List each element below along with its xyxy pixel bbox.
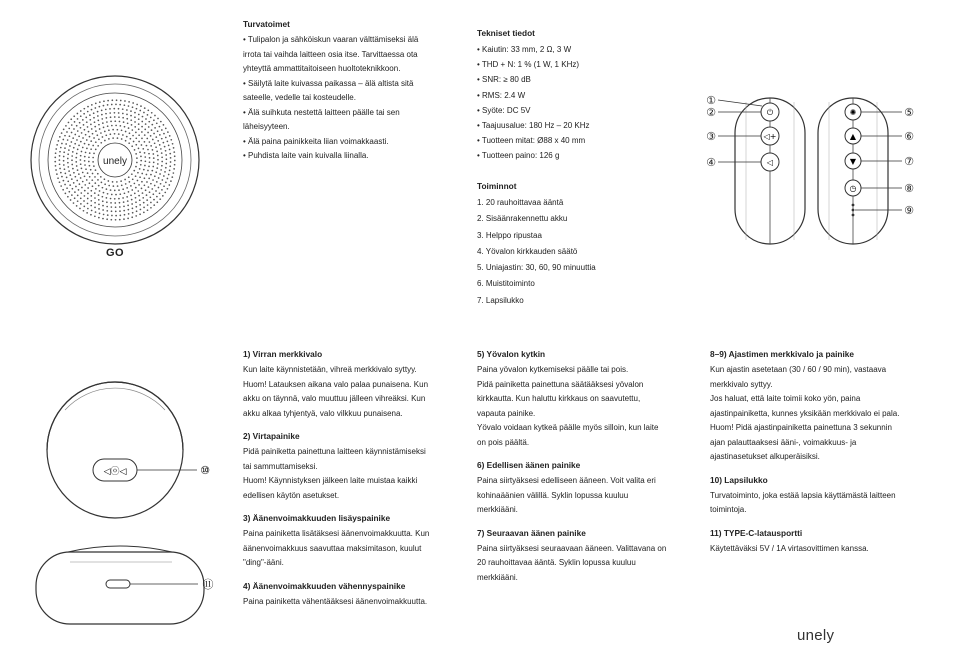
text-line: • Tulipalon ja sähköiskun vaaran välttämiseksi älä (243, 35, 419, 44)
callout-5: ⑤ (904, 106, 914, 119)
text-line: ajastinasetukset alkuperäisiksi. (710, 452, 820, 461)
safety-text (243, 33, 458, 164)
feature-item: 5. Uniajastin: 30, 60, 90 minuuttia (477, 263, 596, 273)
speaker-bottom-view-illustration (32, 540, 222, 630)
specs-section (477, 27, 647, 164)
section-title: 8–9) Ajastimen merkkivalo ja painike (710, 349, 855, 359)
section-title: 4) Äänenvoimakkuuden vähennyspainike (243, 580, 406, 591)
text-line: Pidä painiketta painettuna säätääksesi yövalon (477, 379, 644, 389)
text-line: tai sammuttamiseksi. (243, 461, 318, 471)
callout-4: ④ (706, 156, 716, 169)
text-line: kohinaäänien välillä. Syklin lopussa kuuluu (477, 490, 629, 500)
text-line: ajastinpainiketta, kunnes yksikään merkkivalo ei pala. (710, 408, 900, 418)
volume-down-icon: ◁ (766, 158, 774, 167)
night-light-icon: ✺ (849, 108, 857, 117)
speaker-top-view-illustration (30, 75, 200, 245)
instructions-column-3 (710, 348, 925, 565)
text-line: merkkivalo syttyy. (710, 379, 773, 389)
brand-logo: unely (103, 156, 127, 167)
timer-icon: ◷ (849, 184, 857, 193)
text-line: Paina painiketta vähentääksesi äänenvoimakkuutta. (243, 596, 428, 606)
callout-8: ⑧ (904, 182, 914, 195)
svg-text:◁ⓞ◁: ◁ⓞ◁ (103, 467, 127, 477)
spec-item: • Kaiutin: 33 mm, 2 Ω, 3 W (477, 45, 572, 54)
text-line: Pidä painiketta painettuna laitteen käynnistämiseksi (243, 447, 426, 456)
callout-11: ⑪ (202, 578, 214, 591)
spec-item: • Taajuusalue: 180 Hz – 20 KHz (477, 121, 590, 131)
features-title: Toiminnot (477, 181, 517, 191)
text-line: akku alkaa tyhjentyä, valo vilkkuu punaisena. (243, 408, 403, 418)
text-line: kirkkautta. Kun haluttu kirkkaus on saavutettu, (477, 394, 641, 403)
feature-item: 7. Lapsilukko (477, 295, 524, 305)
text-line: Paina yövalon kytkemiseksi päälle tai pois. (477, 365, 629, 374)
button-layout-diagram (700, 90, 920, 250)
model-label: GO (106, 247, 125, 259)
feature-item: 1. 20 rauhoittavaa ääntä (477, 198, 564, 207)
section-title: 3) Äänenvoimakkuuden lisäyspainike (243, 513, 391, 523)
text-line: Käytettäväksi 5V / 1A virtasovittimen kanssa. (710, 543, 869, 553)
callout-1: ① (706, 94, 716, 107)
instruction-section (243, 580, 463, 610)
section-title: 6) Edellisen äänen painike (477, 460, 581, 470)
footer-brand-logo: unely (797, 627, 835, 644)
feature-item: 2. Sisäänrakennettu akku (477, 214, 568, 224)
instruction-section (477, 348, 692, 450)
instruction-section (243, 348, 463, 421)
text-line: 20 rauhoittavaa ääntä. Syklin lopussa kuuluu (477, 558, 636, 567)
spec-item: • Tuotteen mitat: Ø88 x 40 mm (477, 136, 586, 146)
power-icon: ⏻ (766, 108, 774, 117)
text-line: toimintoja. (710, 505, 747, 514)
section-title: 5) Yövalon kytkin (477, 349, 546, 359)
safety-section (243, 18, 458, 164)
text-line: Kun ajastin asetetaan (30 / 60 / 90 min), vastaava (710, 365, 887, 374)
next-icon: ▼ (849, 157, 857, 166)
text-line: yhteyttä ammattitaitoiseen huoltoteknikkoon. (243, 64, 401, 73)
text-line: • Älä suihkuta nestettä laitteen päälle tai sen (243, 107, 400, 117)
callout-7: ⑦ (904, 155, 914, 168)
specs-title: Tekniset tiedot (477, 28, 535, 38)
safety-title: Turvatoimet (243, 19, 290, 29)
text-line: vapauta painike. (477, 408, 536, 418)
spec-item: • THD + N: 1 % (1 W, 1 KHz) (477, 60, 580, 70)
spec-item: • RMS: 2.4 W (477, 90, 526, 100)
callout-9: ⑨ (904, 204, 914, 217)
section-title: 11) TYPE-C-latausportti (710, 527, 803, 538)
instruction-section (477, 527, 692, 586)
feature-item: 6. Muistitoiminto (477, 279, 535, 289)
section-title: 2) Virtapainike (243, 431, 300, 441)
text-line: merkkiääni. (477, 572, 518, 582)
text-line: on pois päältä. (477, 437, 530, 447)
spec-item: • SNR: ≥ 80 dB (477, 75, 531, 85)
text-line: Paina siirtyäksesi seuraavaan ääneen. Valittavana on (477, 543, 667, 553)
text-line: Kun laite käynnistetään, vihreä merkkivalo syttyy. (243, 365, 417, 374)
section-title: 1) Virran merkkivalo (243, 349, 323, 359)
text-line: merkkiääni. (477, 505, 518, 514)
text-line: irrota tai vaihda laitteen osia itse. Tarvittaessa ota (243, 49, 418, 59)
instruction-section (710, 527, 925, 557)
feature-item: 3. Helppo ripustaa (477, 230, 542, 240)
text-line: Huom! Käynnistyksen jälkeen laite muistaa kaikki (243, 476, 418, 485)
text-line: sateelle, vedelle tai kosteudelle. (243, 93, 356, 102)
instruction-section (477, 459, 692, 518)
text-line: Huom! Latauksen aikana valo palaa punaisena. Kun (243, 379, 429, 389)
section-title: 10) Lapsilukko (710, 474, 768, 485)
previous-icon: ▲ (849, 132, 857, 141)
text-line: Yövalo voidaan kytkeä päälle myös silloin, kun laite (477, 423, 659, 432)
callout-2: ② (706, 106, 716, 119)
instruction-section (243, 430, 463, 503)
text-line: • Säilytä laite kuivassa paikassa – älä altista sitä (243, 78, 414, 88)
text-line: akku on täynnä, valo muuttuu jälleen vihreäksi. Kun (243, 394, 426, 403)
instruction-section (710, 348, 925, 465)
callout-10: ⑩ (200, 464, 210, 477)
text-line: Jos haluat, että laite toimii koko yön, paina (710, 394, 861, 403)
text-line: Paina siirtyäksesi edelliseen ääneen. Voit valita eri (477, 476, 656, 485)
section-title: 7) Seuraavan äänen painike (477, 527, 586, 538)
features-section (477, 180, 647, 309)
instruction-section (243, 512, 463, 571)
callout-6: ⑥ (904, 130, 914, 143)
text-line: edellisen käytön asetukset. (243, 490, 340, 500)
instruction-section (710, 474, 925, 518)
text-line: "ding"-ääni. (243, 558, 284, 567)
text-line: Turvatoiminto, joka estää lapsia käyttämästä laitteen (710, 490, 896, 500)
spec-item: • Tuotteen paino: 126 g (477, 151, 560, 161)
text-line: • Älä paina painikkeita liian voimakkaasti. (243, 136, 389, 146)
text-line: Huom! Pidä ajastinpainiketta painettuna 3 sekunnin (710, 423, 892, 432)
features-list (477, 195, 647, 309)
speaker-side-view-illustration (35, 380, 215, 520)
spec-item: • Syöte: DC 5V (477, 105, 531, 115)
instructions-column-1 (243, 348, 463, 618)
feature-item: 4. Yövalon kirkkauden säätö (477, 246, 578, 256)
instructions-column-2 (477, 348, 692, 594)
specs-list (477, 42, 647, 164)
callout-3: ③ (706, 130, 716, 143)
text-line: ajan palauttaaksesi ääni-, voimakkuus- ja (710, 437, 857, 447)
text-line: läheisyyteen. (243, 122, 290, 131)
text-line: äänenvoimakkuus saavuttaa maksimitason, kuulut (243, 543, 422, 553)
text-line: Paina painiketta lisätäksesi äänenvoimakkuutta. Kun (243, 529, 430, 538)
volume-up-icon: ◁+ (763, 132, 777, 141)
text-line: • Puhdista laite vain kuivalla liinalla. (243, 151, 369, 160)
